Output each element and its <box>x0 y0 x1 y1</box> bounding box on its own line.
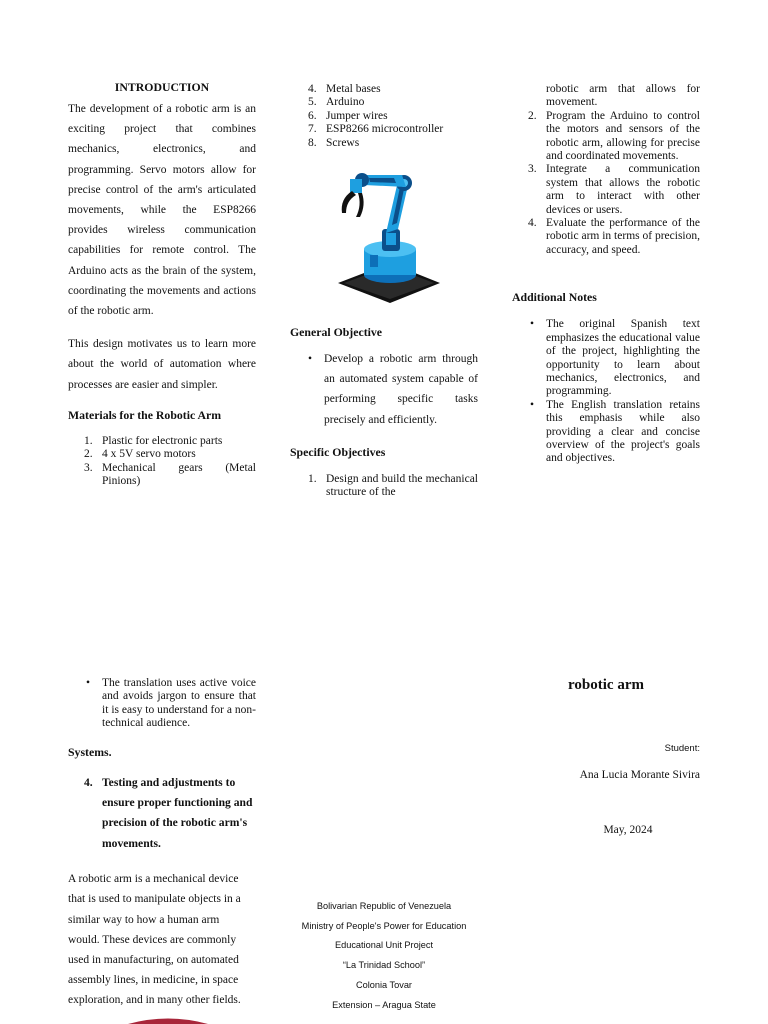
list-item: 4. Metal bases <box>308 83 381 95</box>
list-item: • The translation uses active voice and avoids jargon to ensure that it is easy to understand for a non-technical audience. <box>68 677 256 731</box>
additional-notes-heading: Additional Notes <box>512 290 597 305</box>
institution-line: Colonia Tovar <box>355 979 412 990</box>
additional-notes-list <box>512 318 700 465</box>
translation-note-list <box>68 677 256 731</box>
institution-line: Extension – Aragua State <box>332 999 436 1010</box>
list-item: 2. Program the Arduino to control the motors and sensors of the robotic arm, allowing for precise and coordinated movements. <box>528 109 700 163</box>
materials-heading: Materials for the Robotic Arm <box>68 407 222 422</box>
cover-date: May, 2024 <box>603 824 653 836</box>
motivation-paragraph: This design motivates us to learn more about the world of automation where processes are easier and simpler. <box>68 338 256 391</box>
intro-paragraph: The development of a robotic arm is an exciting project that combines mechanics, electronics, and programming. Servo motors allow for precise control of the arm's articulated movements, while the ESP8266 provides wireless communication capabilities for remote control. The Arduino acts as the brain of the system, coordinating the movements and actions of the robotic arm. <box>68 103 256 318</box>
gripper-left <box>342 191 356 213</box>
list-item: 1. Design and build the mechanical structure of the <box>308 472 478 499</box>
list-item: 2. 4 x 5V servo motors <box>84 448 196 461</box>
list-item: 4. Testing and adjustments to ensure proper functioning and precision of the robotic arm's movements. <box>84 775 253 850</box>
systems-heading: Systems. <box>68 744 112 759</box>
student-name: Ana Lucia Morante Sivira <box>579 769 700 781</box>
list-item: • The original Spanish text emphasizes the educational value of the project, highlighting the opportunity to learn about mechanics, electronics, and programming. <box>512 318 700 398</box>
list-item: 1. Plastic for electronic parts <box>84 434 223 447</box>
list-item: 6. Jumper wires <box>308 109 388 122</box>
column-3 <box>512 83 700 466</box>
materials-list <box>68 435 256 489</box>
institution-line: Bolivarian Republic of Venezuela <box>316 901 452 911</box>
cover-title: robotic arm <box>568 677 644 693</box>
institution-block <box>284 897 484 1015</box>
introduction-heading: INTRODUCTION <box>114 80 210 94</box>
list-item: 4. Evaluate the performance of the robotic arm in terms of precision, accuracy, and speed. <box>528 217 700 256</box>
specific-objectives-heading: Specific Objectives <box>290 444 386 459</box>
list-item: 8. Screws <box>308 136 360 149</box>
list-item: • Develop a robotic arm through an automated system capable of performing specific tasks precisely and efficiently. <box>290 349 478 430</box>
back-column-1 <box>68 677 256 1011</box>
list-item: 5. Arduino <box>308 96 365 109</box>
specific-objectives-list-continued <box>512 110 700 257</box>
column-2 <box>290 83 478 150</box>
materials-list-continued <box>292 83 478 150</box>
general-objective-heading: General Objective <box>290 325 383 339</box>
general-objective-list <box>290 349 478 430</box>
column-2-lower <box>290 325 478 500</box>
column-1 <box>68 80 256 488</box>
institution-line: Educational Unit Project <box>334 940 434 951</box>
list-item: • The English translation retains this emphasis while also providing a clear and concise overview of the project's goals and objectives. <box>512 399 700 466</box>
objective-continued: robotic arm that allows for movement. <box>546 83 700 109</box>
specific-objectives-list <box>292 473 478 500</box>
institution-line: Ministry of People's Power for Education <box>301 920 467 931</box>
systems-steps-list <box>68 773 256 855</box>
logo-seal <box>128 1017 208 1024</box>
robotic-arm-description: A robotic arm is a mechanical device that is used to manipulate objects in a similar way to how a human arm would. These devices are commonly used in manufacturing, on automated assembly lines, in medicine, in space exploration, and in many other fields. <box>68 873 241 1007</box>
robotic-arm-image <box>334 165 442 307</box>
list-item: 7. ESP8266 microcontroller <box>308 123 444 136</box>
list-item: 3. Mechanical gears (Metal Pinions) <box>84 461 256 488</box>
list-item: 3. Integrate a communication system that allows the robotic arm to interact with other devices or users. <box>528 163 700 216</box>
gripper-right <box>356 193 364 217</box>
institution-line: “La Trinidad School” <box>342 960 426 971</box>
student-label: Student: <box>664 743 700 754</box>
